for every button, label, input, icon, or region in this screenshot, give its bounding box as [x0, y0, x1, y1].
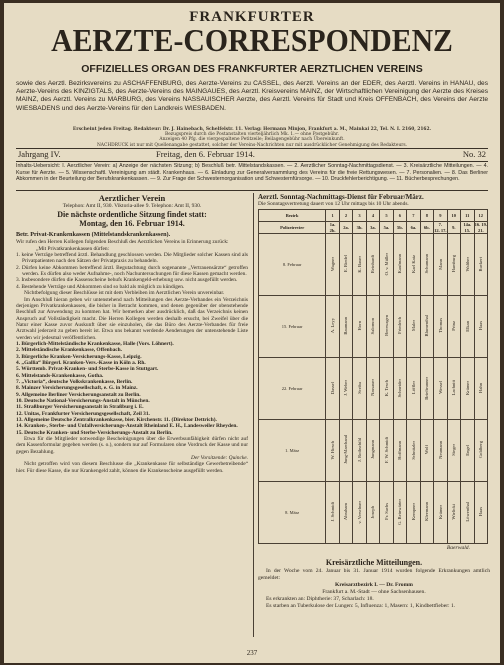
revier-number: 7. [438, 222, 443, 228]
table-of-contents: Inhalts-Uebersicht: I. Aerztlicher Verein: a) Anzeige der nächsten Sitzung; b) Beschluß betr. Mittelstandskassen. — 2. Aerztlicher Sonntag-Nachmittagsdienst. — 3. Kreisärztliche Mitteilungen. — 4. Kurse für Aerzte. — 5. Wissenschaftl. Vereinigung am städt. Krankenhaus. — 6. Einladung zur Generalversammlung des Vereins für die freie Rettungswesen. — 7. Personalien. — 8. Das Berliner Abkommen in der Beurteilung der Berufskrankenkassen. — 9. Zur Frage der Schwesternorganisation und Schwesternfürsorge. — 10. Druckfehlerberichtigung. — 11. Bücherbesprechungen. [16, 163, 488, 183]
issue-bar [16, 149, 488, 161]
associations-text: sowie des Aerztl. Bezirksvereins zu ASCHAFFENBURG, des Aerzte-Vereins zu CASSEL, des Aerztl. Vereins an der EDER, des Aerztl. Vereins in HANAU, des Aerzte-Vereins des KINZIGTALS, des Aerzte-Vereins des MAINGAUES, des Aerztl. Kreisvereins MAINZ, der Wirtschaftlichen Vereinigung der Aerzte des Kreises MAINZ, des Aerztl. Vereins zu MARBURG, des Vereins NASSAUISCHER Aerzte, des Aerztl. Vereins für Stadt und Kreis OFFENBACH, des Vereins der Aerzte WIESBADENS und des Aerzte-Vereins für den Landkreis WIESBADEN. [16, 80, 488, 112]
doctor-cell [366, 358, 379, 420]
doctor-name: Löffler [410, 381, 416, 395]
doctor-cell [380, 296, 393, 358]
doctor-cell [407, 358, 420, 420]
signature: Der Vorsitzende: Quincke. [190, 455, 248, 462]
row-date: 8. Februar [259, 234, 326, 296]
doctor-cell [326, 420, 339, 482]
article-paragraph: Etwa für die Mitglieder notwendige Bescheinigungen über die Erwerbsunfähigkeit dürfen nicht auf dem Kassenformular gegeben werden (s. o.), sondern nur auf Formularen ohne Vordruck der Kasse und nur gegen Bezahlung. [16, 436, 248, 455]
column-divider [253, 193, 254, 637]
table-header-cell [339, 222, 352, 234]
revier-number: 12. 17. [434, 227, 447, 233]
doctor-name: K. Tesch [383, 379, 389, 396]
quote-title: „Mit Privatkrankenkassen dürfen: [36, 245, 110, 252]
doctor-name: F. W. Schmidt [383, 436, 389, 463]
revier-number: 3a. [370, 224, 376, 230]
doctor-cell [474, 358, 488, 420]
masthead-top: FRANKFURTER [189, 9, 315, 25]
doctor-name: Nassauer [370, 379, 376, 397]
doctor-cell [366, 234, 379, 296]
doctor-cell [353, 296, 366, 358]
meeting-announcement: Die nächste ordentliche Sitzung findet statt: [57, 210, 207, 219]
doctor-cell [380, 358, 393, 420]
doctor-cell [461, 482, 474, 544]
doctor-name: Maler [410, 320, 416, 332]
kreis-intro: In der Woche vom 24. Januar bis 31. Januar 1914 wurden folgende Erkrankungen amtlich gemeldet: [258, 568, 490, 581]
row-date: 15. Februar [259, 296, 326, 358]
insurer-item: 9. Allgemeine Berliner Versicherungsanstalt zu Berlin. [16, 391, 141, 398]
insurer-item: 13. Allgemeine Deutsche Zentralkrankenkasse, bier. Kirchenstr. 11. (Direktor Dettrich). [16, 417, 217, 424]
kreis-case: Es starben an Tuberkulose der Lungen: 5, Influenza: 1, Masern: 1, Kindbettfieber: 1. [266, 603, 456, 609]
kreis-location: Frankfurt a. M.-Stadt — ohne Sachsenhausen. [322, 589, 426, 595]
doctor-name: Krämer [464, 380, 470, 395]
doctor-cell [447, 482, 460, 544]
doctor-cell [353, 358, 366, 420]
insurer-item: 12. Unitas, Frankfurter Versicherungsgesellschaft, Zeil 31. [16, 410, 150, 417]
revier-number: 6b. [423, 224, 430, 230]
doctor-name: Hoffmann [397, 440, 403, 460]
divider [16, 161, 488, 162]
insurer-item: 5. Württemb. Privat-Kranken- und Sterbe-Kasse in Stuttgart. [16, 366, 159, 373]
doctor-cell [393, 358, 406, 420]
doctor-name: Hahn [478, 382, 484, 393]
doctor-name: Krämer [437, 504, 443, 519]
revier-number: 6a. [410, 224, 417, 230]
table-header-cell: 9 [434, 210, 447, 222]
doctor-cell [326, 358, 339, 420]
table-row [259, 420, 488, 482]
telephone-line: Telephon: Amt II, 930. Viktoria-allee 9. Telephon: Amt II, 930. [62, 203, 202, 209]
table-header-cell: 1 [326, 210, 339, 222]
doctor-name: Joseph [370, 505, 376, 519]
table-header-cell: 5 [380, 210, 393, 222]
doctor-name: Kempner [410, 503, 416, 521]
doctor-cell [447, 296, 460, 358]
doctor-cell [326, 296, 339, 358]
kreis-heading: Kreisärztliche Mitteilungen. [325, 558, 423, 567]
insurer-item: 15. Deutsche Kranken- und Sterbe-Versicherungs-Anstalt zu Berlin. [16, 429, 173, 436]
doctor-name: K. Bauer [356, 255, 362, 273]
doctor-name: Hamburg [451, 255, 457, 273]
revier-number: 5a. [383, 224, 390, 230]
doctor-name: J. Weber [343, 379, 349, 396]
newspaper-page [4, 3, 500, 663]
doctor-name: Goldberg [478, 441, 484, 459]
issue-number: No. 32 [462, 149, 486, 159]
masthead-subtitle: OFFIZIELLES ORGAN DES FRANKFURTER AERZTLICHEN VEREINS [81, 63, 423, 75]
meeting-date: Montag, den 16. Februar 1914. [79, 219, 185, 229]
doctor-name: Scriba [356, 382, 362, 394]
doctor-cell [353, 420, 366, 482]
doctor-cell [407, 420, 420, 482]
doctor-name: Elkan [464, 320, 470, 332]
doctor-name: Fr. Sachs [383, 503, 389, 521]
rule-item: 3. Insbesondere dürfen die Kassenscheine behufs Krankengeld-erhebung usw. nicht ausgefüllt werden. [16, 277, 238, 284]
doctor-name: W. Hirsch [329, 440, 335, 460]
table-header-cell [407, 222, 420, 234]
table-row [259, 482, 488, 544]
doctor-name: Haas [478, 321, 484, 331]
doctor-name: Kleemann [424, 502, 430, 522]
doctor-cell [326, 482, 339, 544]
doctor-cell [326, 234, 339, 296]
issue-date: Freitag, den 6. Februar 1914. [156, 149, 255, 159]
doctor-name: Sieger [451, 444, 457, 456]
doctor-name: v. Verschuer [356, 500, 362, 524]
doctor-cell [339, 358, 352, 420]
doctor-cell [461, 420, 474, 482]
doctor-cell [366, 296, 379, 358]
doctor-cell [339, 296, 352, 358]
insurer-item: 4. „Gallia“ Bürgerl. Kranken-Vers.-Kasse in Köln a. Rh. [16, 359, 146, 366]
table-row [259, 358, 488, 420]
doctor-cell [393, 296, 406, 358]
doctor-name: Reinhardt [370, 254, 376, 273]
kreis-case: Es erkrankten an: Diphtherie: 37, Scharlach: 18. [266, 596, 374, 602]
insurer-item: 14. Kranken-, Sterbe- und Unfallversicherungs-Anstalt Rheinland E. H., Landesweiler Rheyden. [16, 423, 238, 430]
doctor-name: G. Reinwärter [397, 498, 403, 525]
doctor-name: Wolf [424, 445, 430, 455]
issue-volume: Jahrgang IV. [18, 149, 61, 159]
revier-number: 1a. 2b. [329, 222, 336, 233]
revier-number: 5b. [396, 224, 403, 230]
insurer-item: 7. „Victoria“, deutsche Volkskrankenkasse, Berlin. [16, 378, 133, 385]
doctor-name: Dassel [329, 381, 335, 395]
page-number: 237 [246, 649, 258, 657]
doctor-cell [407, 296, 420, 358]
doctor-name: Schneider [397, 378, 403, 398]
table-header-cell [353, 222, 366, 234]
doctor-cell [407, 234, 420, 296]
table-header-cell: 4 [366, 210, 379, 222]
doctor-name: Jung-Marchand [343, 435, 349, 465]
article-paragraph: Im Anschluß hieran geben wir untenstehend nach Mitteilungen des Aerzte-Verbandes ein Verzeichnis derjenigen Privatkrankenkassen, die bisher in Betracht kommen, und denen gegenüber der obenstehende Beschluß zur Anwendung zu kommen hat. Wir bemerken aber ausdrücklich, daß das Verzeichnis keinen Anspruch auf Vollständigkeit macht. Die Herren Kollegen werden deshalb ersucht, bei Zweifel über die Natur einer Kasse zuvor Auskunft über sie einzuholen, die das Büro des Aerzte-Verbandes für freie Arztwahl jederzeit zu geben bereit ist. Etwa uns bekannt werdende Aenderungen der untenstehende Liste werden wir jedesmal veröffentlichen. [16, 296, 248, 341]
table-header-cell: 3 [353, 210, 366, 222]
article-paragraph: Nichtbefolgung dieser Beschlüsse ist mit dem Verbleiben im Aerztlichen Verein unvereinbar. [24, 290, 225, 297]
doctor-name: Neumann [437, 440, 443, 459]
doctor-cell [393, 482, 406, 544]
doctor-name: Abraham [343, 503, 349, 521]
doctor-name: Baumann [343, 317, 349, 335]
left-column [16, 193, 248, 638]
doctor-cell [447, 234, 460, 296]
doctor-name: Horn [356, 321, 362, 331]
rule-item: 4. Bestehende Verträge und Abkommen sind so bald als möglich zu kündigen. [16, 283, 185, 290]
publisher-info [16, 127, 488, 148]
table-header-cell [434, 222, 447, 234]
doctor-name: Karl Katz [410, 254, 416, 273]
table-header-cell [380, 222, 393, 234]
revier-number: 2a. [343, 224, 349, 230]
doctor-name: Heerwagen [383, 315, 389, 337]
sunday-service-subheading: Die Sonntagsvertretung dauert von 12 Uhr mittags bis 10 Uhr abends. [258, 201, 409, 207]
doctor-name: Blumenthal [424, 315, 430, 337]
doctor-name: J. Rothschild [356, 437, 362, 462]
doctor-name: Prinz [451, 321, 457, 331]
doctor-name: Brieftrunner [424, 376, 430, 400]
doctor-name: Schnitzler [410, 440, 416, 460]
doctor-cell [353, 234, 366, 296]
doctor-cell [420, 482, 433, 544]
doctor-cell [420, 358, 433, 420]
doctor-cell [461, 296, 474, 358]
table-header-cell [366, 222, 379, 234]
insurer-item: 2. Mittelständische Krankenkasse, Offenbach. [16, 347, 123, 354]
doctor-name: Wielicki [451, 504, 457, 520]
table-header-cell: 10 [447, 210, 460, 222]
table-signature: Baerwald. [446, 545, 470, 551]
doctor-cell [434, 482, 447, 544]
doctor-name: Engel [464, 444, 470, 456]
right-column [258, 193, 490, 638]
revier-number: 3b. [356, 224, 363, 230]
doctor-cell [434, 296, 447, 358]
table-header-cell: 8 [420, 210, 433, 222]
doctor-name: Haas [478, 507, 484, 517]
publisher-line: Bezugspreis durch die Postanstalten vierteljährlich Mk. 1.— ohne Postgebühr. [164, 132, 339, 138]
doctor-cell [447, 358, 460, 420]
row-date: 1. März [259, 420, 326, 482]
revier-number: 16. 19. [474, 222, 487, 228]
rule-item: 2. Dürfen keine Abkommen betreffend ärztl. Begutachtung durch sogenannte „Vertrauensärzte“ getroffen werden. Es dürfen also weder Aufnahme-, noch Nachuntersuchungen für diese Kassen gemacht werden. [16, 264, 248, 278]
insurer-item: 11. Straßburger Versicherungsanstalt in Straßburg i. E. [16, 404, 144, 411]
doctor-cell [420, 420, 433, 482]
doctor-cell [366, 482, 379, 544]
sunday-service-heading: Aerztl. Sonntag-Nachmittags-Dienst für Februar/März. [258, 193, 424, 201]
table-header-cell: 11 [461, 210, 474, 222]
masthead-title: AERZTE-CORRESPONDENZ [51, 22, 453, 58]
article-paragraph: Nicht getroffen wird von diesem Beschlusse die „Krankenkasse für selbständige Gewerbetreibende“ hier. Für diese Kasse, die nur Krankengeld zahlt, können die Krankenscheine ausgefüllt werden. [16, 461, 248, 474]
table-header-cell [447, 222, 460, 234]
insurer-item: 8. Mainzer Versicherungsgesellschaft, e. G. in Mainz. [16, 385, 138, 392]
doctor-cell [393, 420, 406, 482]
doctor-cell [380, 420, 393, 482]
table-header-polizeirevier: Polizeirevier [259, 222, 326, 234]
rule-item: 1. keine Verträge betreffend ärztl. Behandlung geschlossen werden. Die Mitglieder solcher Kassen sind als Privatpatienten nach den Sätzen der Privatpraxis zu behandeln. [16, 252, 248, 265]
table-header-cell [420, 222, 433, 234]
table-row [259, 234, 488, 296]
doctor-cell [474, 234, 488, 296]
sunday-service-table [258, 209, 488, 544]
doctor-cell [447, 420, 460, 482]
doctor-cell [407, 482, 420, 544]
section-heading-aerztlicher-verein: Aerztlicher Verein [98, 193, 166, 203]
publisher-line: NACHDRUCK ist nur mit Quellenangabe gestattet, solcher der Vereins-Nachrichten nur mit ausdrücklicher Genehmigung des Redakteurs. [96, 142, 408, 148]
publisher-line: Anzeigen 40 Pfg. die viergespaltene Petitzeile; Beilagengebühr nach Übereinkunft. [159, 137, 345, 143]
doctor-cell [461, 234, 474, 296]
insurer-item: 6. Mittelstands-Krankenkasse, Gotha. [16, 372, 104, 379]
doctor-cell [339, 420, 352, 482]
doctor-name: Schumann [424, 254, 430, 274]
doctor-name: Jungmann [370, 440, 376, 460]
revier-number: 9. [452, 224, 456, 230]
insurers-list [16, 341, 248, 436]
doctor-name: Salomon [370, 317, 376, 335]
doctor-cell [366, 420, 379, 482]
doctor-cell [393, 234, 406, 296]
doctor-cell [339, 234, 352, 296]
doctor-cell [380, 234, 393, 296]
doctor-cell [339, 482, 352, 544]
doctor-name: Friedrich [397, 317, 403, 335]
doctor-name: Lachnitt [451, 380, 457, 396]
row-date: 8. März [259, 482, 326, 544]
doctor-cell [474, 482, 488, 544]
doctor-cell [474, 296, 488, 358]
table-header-cell [326, 222, 339, 234]
doctor-cell [353, 482, 366, 544]
publisher-line: Erscheint jeden Freitag. Redakteur: Dr. J. Hainebach, Schelfelstr. 11. Verlag: Hermann Minjon, Frankfurt a. M., Mainkai 22, Tel. N. I. 2160, 2162. [72, 127, 432, 132]
revier-number: 14a. 15. [463, 222, 472, 233]
doctor-name: E. Riedel [343, 255, 349, 273]
doctor-name: Thomas [437, 318, 443, 334]
insurer-item: 3. Bürgerliche Kranken-Versicherungs-Kasse, Leipzig. [16, 353, 142, 360]
doctor-name: Ruckert [478, 256, 484, 272]
doctor-name: Kaufmann [397, 254, 403, 274]
doctor-name: Mann [437, 258, 443, 270]
doctor-cell [420, 296, 433, 358]
table-header-cell: 7 [407, 210, 420, 222]
revier-number: 21. [477, 227, 484, 233]
doctor-name: O. v. Müller [383, 252, 389, 276]
kreis-office: Kreisarztbezirk I. — Dr. Fromm [335, 582, 413, 588]
doctor-name: Wessel [437, 381, 443, 395]
article-title: Betr. Privat-Krankenkassen (Mittelstandskrankenkassen). [16, 231, 171, 239]
table-row [259, 296, 488, 358]
doctor-name: Walther [464, 256, 470, 272]
table-header-cell: 2 [339, 210, 352, 222]
insurer-item: 1. Bürgerlich-Mittelständische Krankenkasse, Halle (Vors. Löhnert). [16, 340, 174, 347]
table-header-cell [393, 222, 406, 234]
table-header-cell: 6 [393, 210, 406, 222]
doctor-cell [434, 420, 447, 482]
doctor-cell [380, 482, 393, 544]
table-header-cell [461, 222, 474, 234]
rules-list [16, 252, 248, 290]
doctor-name: J. Schmidt [329, 502, 335, 522]
table-header-cell [474, 222, 488, 234]
article-intro: Wir rufen den Herren Kollegen folgenden Beschluß des Aerztlichen Vereins in Erinnerung zurück: [16, 239, 229, 246]
doctor-cell [420, 234, 433, 296]
doctor-cell [434, 234, 447, 296]
doctor-name: Löwenthal [464, 502, 470, 522]
doctor-cell [434, 358, 447, 420]
insurer-item: 10. Deutsche National-Versicherungs-Anstalt in München. [16, 398, 150, 404]
doctor-name: Wagner [329, 256, 335, 271]
row-date: 22. Februar [259, 358, 326, 420]
doctor-cell [461, 358, 474, 420]
doctor-cell [474, 420, 488, 482]
divider [16, 190, 488, 191]
table-header-cell: 12 [474, 210, 488, 222]
table-header-bezirk: Bezirk [259, 210, 326, 222]
doctor-name: A. Leyy [329, 318, 335, 334]
